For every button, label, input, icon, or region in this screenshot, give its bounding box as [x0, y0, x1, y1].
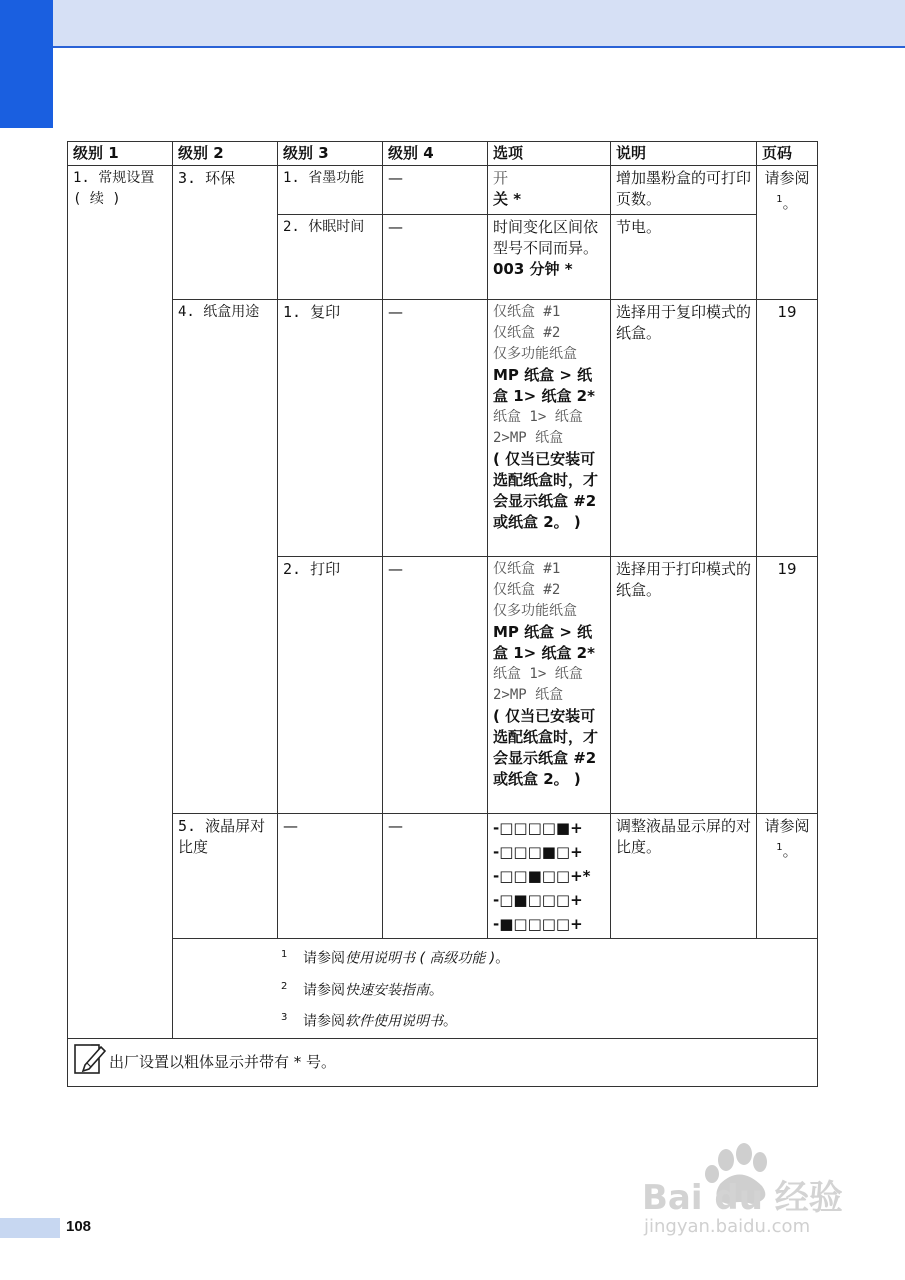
level3-sleep-time: 2. 休眠时间	[278, 215, 383, 300]
option-item: 仅纸盒 #1	[493, 561, 561, 577]
level1-cell: 1. 常规设置 ( 续 )	[68, 166, 173, 1039]
option-item-default: 003 分钟 *	[493, 260, 573, 278]
tip-row	[68, 1038, 818, 1086]
header-level3: 级别 3	[278, 142, 383, 166]
page-number-bar	[0, 1218, 60, 1238]
chapter-tab	[0, 0, 53, 128]
description-cell: 增加墨粉盒的可打印页数。	[611, 166, 757, 215]
page-ref-end: 。	[782, 842, 798, 860]
note-pencil-icon	[73, 1041, 107, 1084]
options-cell	[488, 166, 611, 215]
footnote-2: 2 请参阅快速安装指南。	[281, 980, 443, 999]
header-level4: 级别 4	[383, 142, 488, 166]
page-number: 108	[66, 1218, 92, 1235]
page-ref-sup: 1	[776, 842, 783, 853]
description-cell: 节电。	[611, 215, 757, 300]
description-cell: 选择用于打印模式的纸盒。	[611, 557, 757, 814]
page-ref-text: 请参阅	[764, 817, 810, 835]
page-ref-cell	[757, 814, 818, 939]
level3-print: 2. 打印	[278, 557, 383, 814]
level4-cell: —	[383, 557, 488, 814]
option-item: 仅多功能纸盒	[493, 603, 577, 619]
header-level1: 级别 1	[68, 142, 173, 166]
level4-cell: —	[383, 166, 488, 215]
settings-table	[67, 141, 818, 1087]
table-row	[68, 166, 818, 215]
option-item-default: -□□■□□+*	[493, 867, 591, 885]
level4-cell: —	[383, 215, 488, 300]
option-item: 纸盒 1> 纸盒 2>MP 纸盒	[493, 409, 583, 446]
option-note: ( 仅当已安装可选配纸盒时，才会显示纸盒 #2 或纸盒 2。 )	[493, 450, 599, 531]
footnote-3: 3 请参阅软件使用说明书。	[281, 1012, 457, 1030]
table-row	[68, 300, 818, 557]
page-ref-cell	[757, 166, 818, 300]
option-item: 仅多功能纸盒	[493, 346, 577, 362]
level3-toner-save: 1. 省墨功能	[278, 166, 383, 215]
level4-cell: —	[383, 300, 488, 557]
page-ref-text: 请参阅	[764, 169, 810, 187]
description-cell: 调整液晶显示屏的对比度。	[611, 814, 757, 939]
option-item: -□■□□□+	[493, 891, 583, 909]
level2-tray-use: 4. 纸盒用途	[173, 300, 278, 814]
watermark-url: jingyan.baidu.com	[644, 1216, 811, 1237]
header-level2: 级别 2	[173, 142, 278, 166]
options-cell	[488, 814, 611, 939]
option-item: -■□□□□+	[493, 915, 583, 933]
option-item: 时间变化区间依型号不同而异。	[493, 218, 599, 257]
top-header-band	[0, 0, 905, 48]
options-cell	[488, 215, 611, 300]
option-item: 开	[493, 169, 509, 187]
option-item-default: 关 *	[493, 190, 522, 208]
watermark-brand: Bai du 经验	[642, 1178, 843, 1218]
table-row	[68, 814, 818, 939]
tip-text: 出厂设置以粗体显示并带有 * 号。	[109, 1052, 337, 1071]
level3-cell: —	[278, 814, 383, 939]
page-ref-sup: 1	[776, 194, 783, 205]
options-cell	[488, 557, 611, 814]
footnotes-cell	[173, 939, 818, 1039]
level3-copy: 1. 复印	[278, 300, 383, 557]
option-item: 仅纸盒 #2	[493, 582, 561, 598]
footnote-1: 1 请参阅使用说明书 ( 高级功能 )。	[281, 949, 510, 967]
option-note: ( 仅当已安装可选配纸盒时，才会显示纸盒 #2 或纸盒 2。 )	[493, 707, 599, 788]
watermark	[640, 1140, 860, 1270]
table-header-row	[68, 142, 818, 166]
option-item: 纸盒 1> 纸盒 2>MP 纸盒	[493, 666, 583, 703]
level4-cell: —	[383, 814, 488, 939]
options-cell	[488, 300, 611, 557]
header-description: 说明	[611, 142, 757, 166]
description-cell: 选择用于复印模式的纸盒。	[611, 300, 757, 557]
footnotes-row	[68, 939, 818, 1039]
option-item: 仅纸盒 #1	[493, 304, 561, 320]
option-item: -□□□□■+	[493, 819, 583, 837]
page-ref-cell: 19	[757, 557, 818, 814]
option-item: -□□□■□+	[493, 843, 583, 861]
option-item-default: MP 纸盒 > 纸盒 1> 纸盒 2*	[493, 366, 595, 405]
level2-eco: 3. 环保	[173, 166, 278, 300]
header-page: 页码	[757, 142, 818, 166]
tip-cell	[68, 1038, 818, 1086]
option-item-default: MP 纸盒 > 纸盒 1> 纸盒 2*	[493, 623, 595, 662]
level2-lcd-contrast: 5. 液晶屏对比度	[173, 814, 278, 939]
page-ref-cell: 19	[757, 300, 818, 557]
page-ref-end: 。	[782, 194, 798, 212]
header-options: 选项	[488, 142, 611, 166]
option-item: 仅纸盒 #2	[493, 325, 561, 341]
